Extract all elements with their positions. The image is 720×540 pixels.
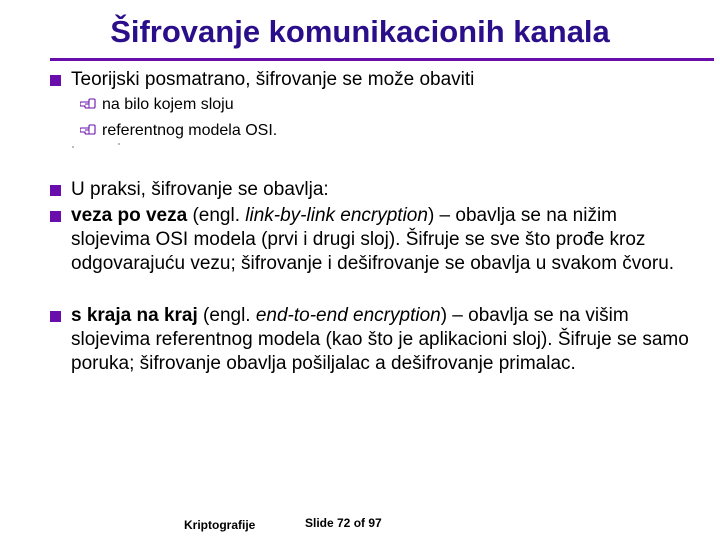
square-bullet-icon — [50, 75, 61, 86]
bullet-text — [71, 204, 691, 276]
square-bullet-icon — [50, 211, 61, 222]
pointing-hand-icon — [80, 96, 96, 112]
footer-slide-number: Slide 72 of 97 — [305, 516, 382, 530]
bullet-text: Teorijski posmatrano, šifrovanje se može obaviti — [71, 69, 475, 90]
footer-course-title: Kriptografije — [184, 518, 256, 532]
sub-bullet-text: referentnog modela OSI. — [102, 122, 278, 139]
bullet-english-term: end-to-end encryption — [255, 305, 441, 326]
bullet-paren-open: (engl. — [187, 205, 246, 226]
bullet-paren-open: (engl. — [197, 305, 256, 326]
bullet-text — [71, 304, 691, 376]
sub-bullet-text: na bilo kojem sloju — [102, 96, 234, 113]
pointing-hand-icon — [80, 122, 96, 138]
bullet-text: U praksi, šifrovanje se obavlja: — [71, 179, 329, 200]
bullet-bold-term: veza po veza — [71, 205, 188, 226]
faint-marks — [72, 143, 132, 149]
bullet-description: ) – obavlja se na nižim slojevima OSI modela (prvi i drugi sloj). Šifruje se sve što prođe kroz odgovarajuću vezu; šifrovanje i dešifrovanje se obavlja u svakom čvoru. — [71, 205, 675, 274]
title-divider — [50, 58, 714, 61]
bullet-bold-term: s kraja na kraj — [71, 305, 198, 326]
square-bullet-icon — [50, 311, 61, 322]
square-bullet-icon — [50, 185, 61, 196]
bullet-english-term: link-by-link encryption — [245, 205, 428, 226]
bullet-description: ) – obavlja se na višim slojevima referentnog modela (kao što je aplikacioni sloj). Šifruje se samo poruka; šifrovanje obavlja pošiljalac a dešifrovanje primalac. — [71, 305, 689, 374]
slide-title: Šifrovanje komunikacionih kanala — [110, 14, 610, 49]
